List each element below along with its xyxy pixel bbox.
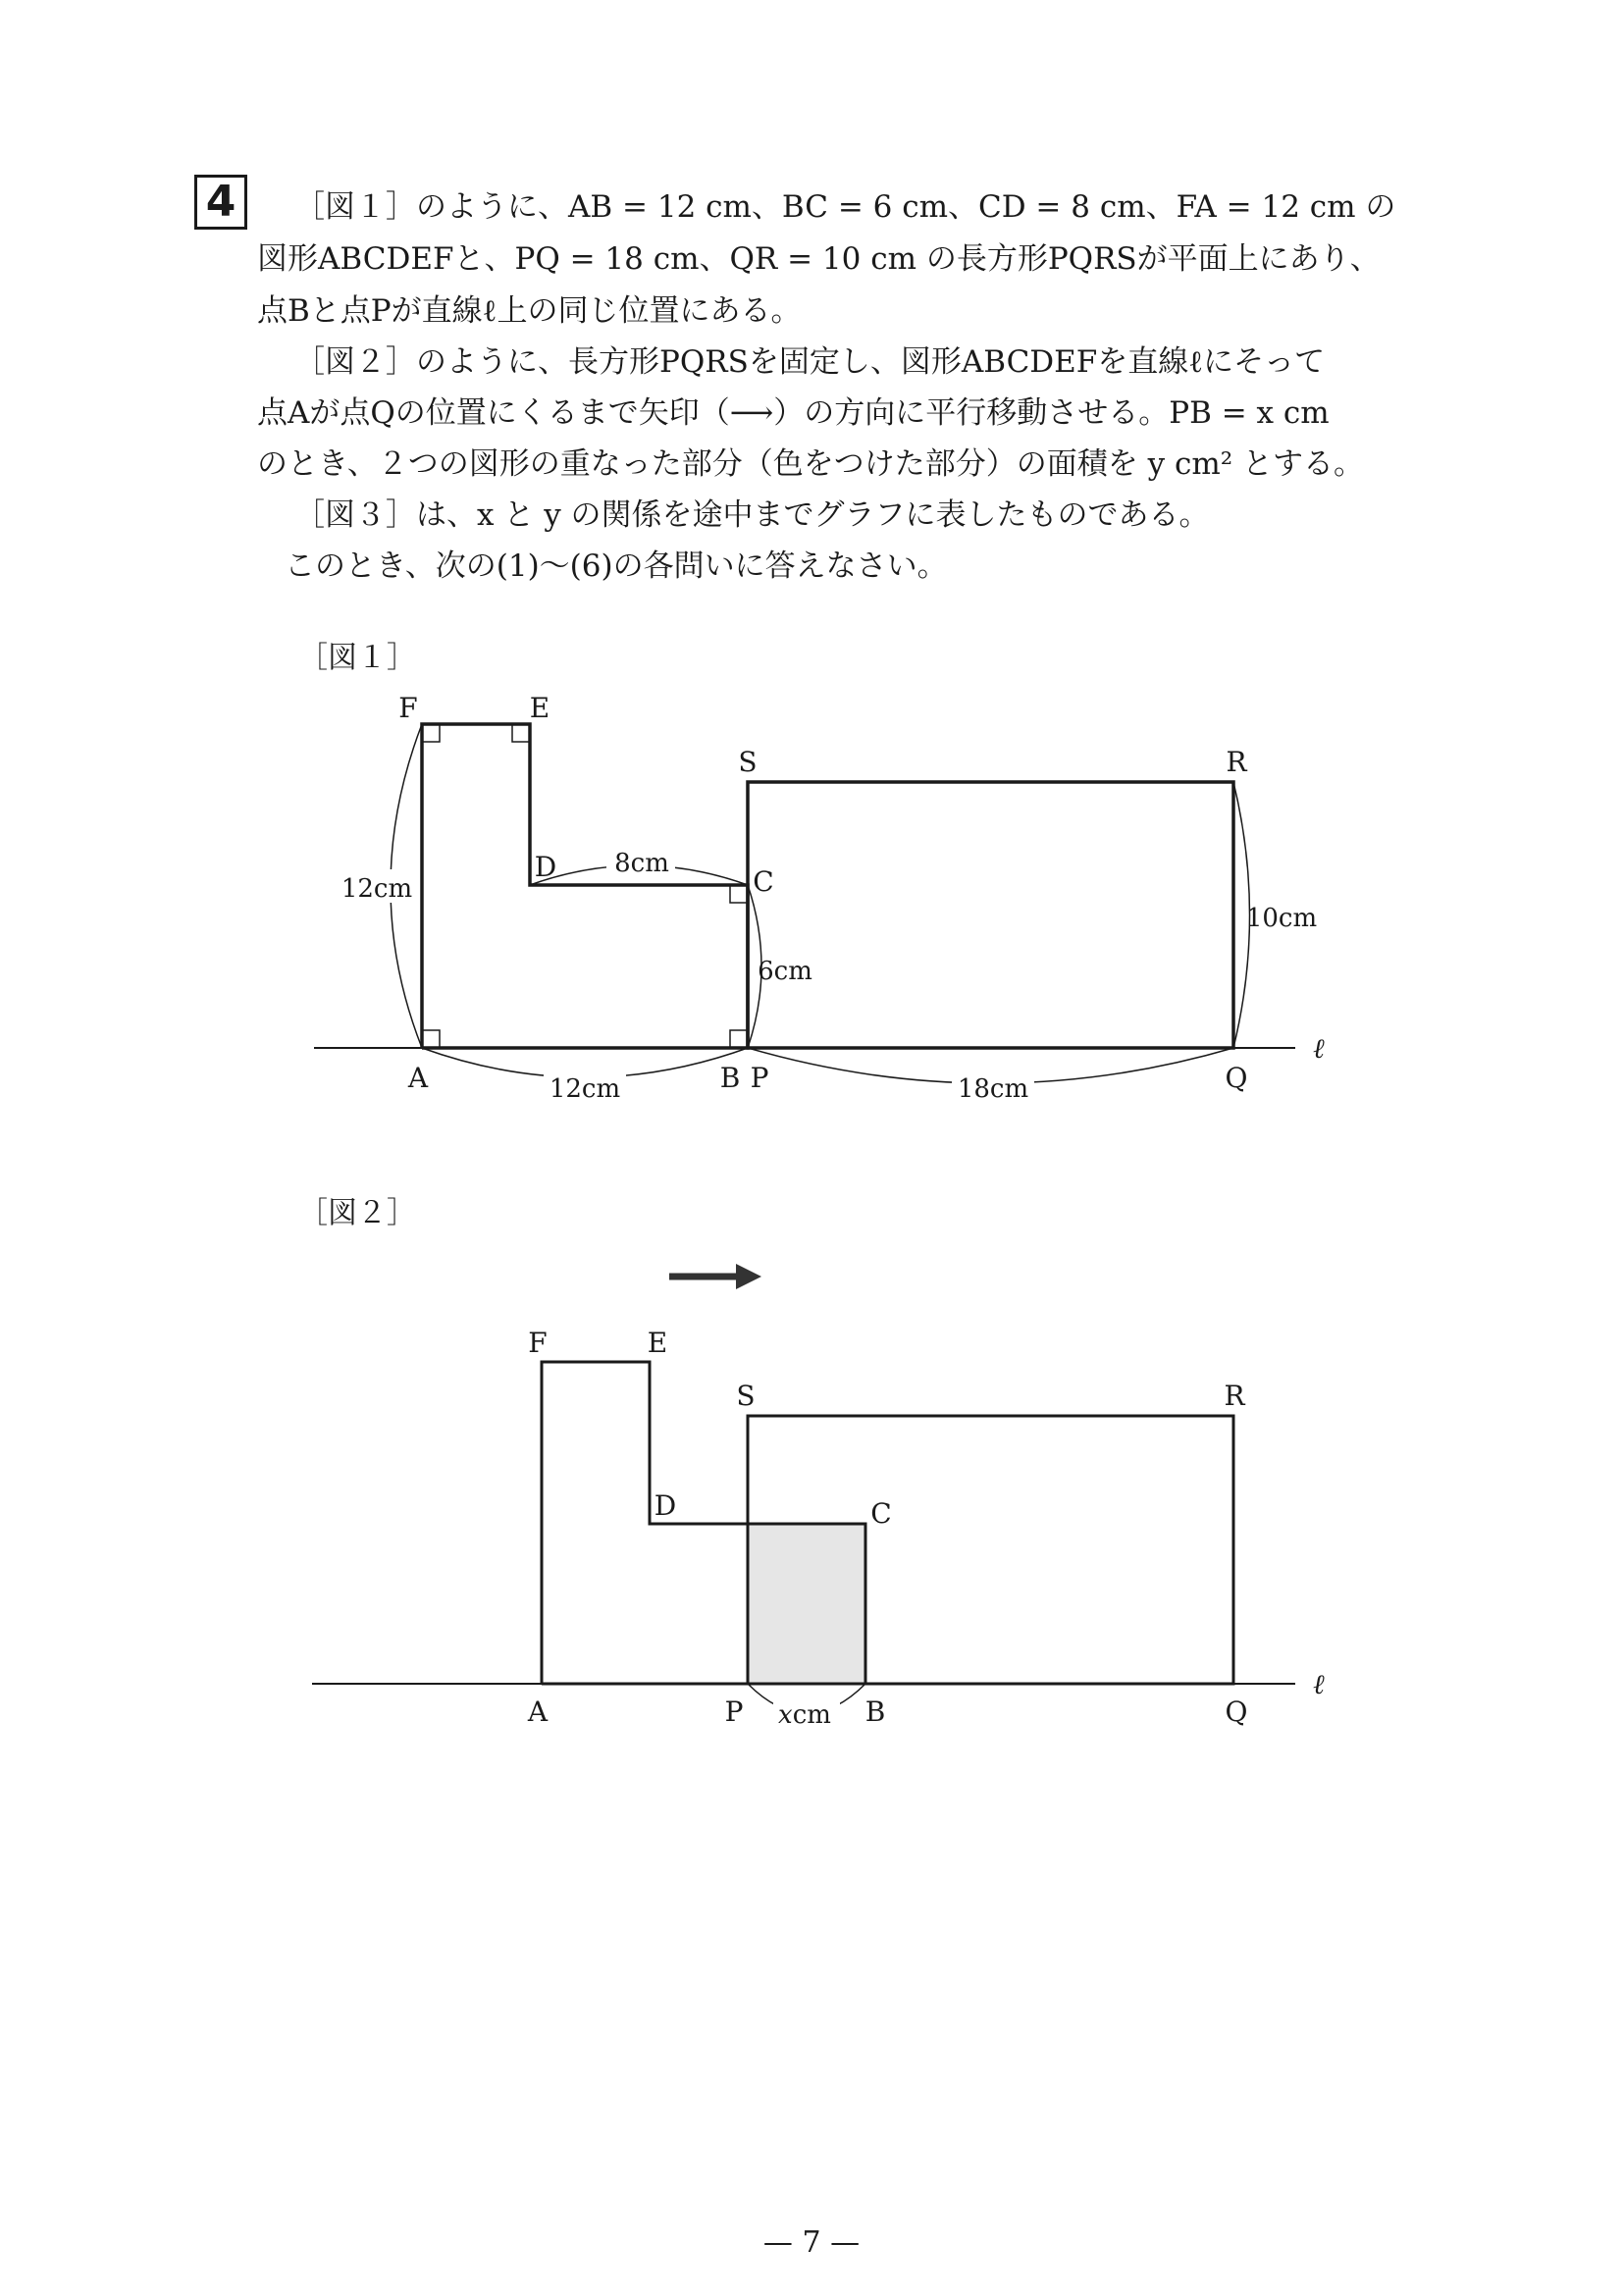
figure2 — [312, 1264, 1325, 1731]
fig1-line-label: ℓ — [1313, 1032, 1325, 1065]
paragraph-line-1: ［図１］のように、AB = 12 cm、BC = 6 cm、CD = 8 cm、FA = 12 cm の — [294, 189, 1396, 225]
fig1-measure-qr: 10cm — [1245, 904, 1318, 933]
fig1-point-f: F — [398, 692, 418, 724]
fig2-measure-x — [778, 1700, 831, 1730]
figure2-label: ［図２］ — [298, 1196, 416, 1230]
fig2-measure-x-var: x — [778, 1700, 793, 1730]
fig2-point-e: E — [647, 1327, 668, 1359]
fig1-point-d: D — [534, 851, 557, 883]
paragraph-line-4: ［図２］のように、長方形PQRSを固定し、図形ABCDEFを直線ℓにそって — [294, 344, 1326, 380]
fig2-line-label: ℓ — [1313, 1668, 1325, 1700]
paragraph-line-3: 点Bと点Pが直線ℓ上の同じ位置にある。 — [257, 293, 802, 329]
figure1 — [314, 692, 1325, 1104]
fig2-point-p: P — [724, 1696, 744, 1728]
fig1-measure-fa: 12cm — [340, 874, 413, 904]
fig1-point-p: P — [750, 1062, 769, 1094]
fig2-point-d: D — [654, 1489, 677, 1522]
page-number: — 7 — — [762, 2225, 861, 2260]
fig1-dimension-arcs — [391, 724, 1250, 1083]
fig2-point-f: F — [528, 1327, 548, 1359]
fig1-point-b: B — [719, 1062, 741, 1094]
fig1-point-a: A — [407, 1062, 429, 1094]
fig2-point-b: B — [864, 1696, 886, 1728]
fig2-overlap-shade — [748, 1524, 865, 1684]
fig1-measure-pq: 18cm — [957, 1074, 1029, 1104]
paragraph-line-2: 図形ABCDEFと、PQ = 18 cm、QR = 10 cm の長方形PQRSが平面上にあり、 — [257, 241, 1381, 277]
fig2-point-s: S — [736, 1380, 756, 1412]
fig2-point-c: C — [870, 1497, 892, 1530]
fig2-point-r: R — [1224, 1380, 1245, 1412]
fig1-point-q: Q — [1225, 1062, 1248, 1094]
fig2-measure-x-unit: cm — [792, 1700, 831, 1730]
question-number: 4 — [205, 177, 236, 227]
fig1-measure-cd: 8cm — [614, 849, 669, 878]
fig2-point-q: Q — [1225, 1696, 1248, 1728]
fig2-direction-arrow — [669, 1264, 761, 1289]
paragraph-line-5: 点Aが点Qの位置にくるまで矢印（⟶）の方向に平行移動させる。PB = x cm — [257, 395, 1330, 431]
fig1-point-r: R — [1226, 746, 1247, 778]
fig1-measure-ab: 12cm — [549, 1074, 621, 1104]
paragraph-line-8: このとき、次の(1)〜(6)の各問いに答えなさい。 — [285, 548, 948, 584]
fig1-point-e: E — [529, 692, 550, 724]
fig1-point-c: C — [753, 865, 774, 898]
paragraph-line-7: ［図３］は、x と y の関係を途中までグラフに表したものである。 — [294, 497, 1210, 533]
fig1-rect-pqrs — [748, 782, 1233, 1048]
fig1-shape-abcdef — [422, 724, 748, 1048]
fig2-point-a: A — [527, 1696, 549, 1728]
fig1-measure-bc: 6cm — [758, 957, 812, 986]
figure1-label: ［図１］ — [298, 641, 416, 675]
paragraph-line-6: のとき、２つの図形の重なった部分（色をつけた部分）の面積を y cm² とする。 — [257, 446, 1365, 482]
fig1-point-s: S — [738, 746, 758, 778]
